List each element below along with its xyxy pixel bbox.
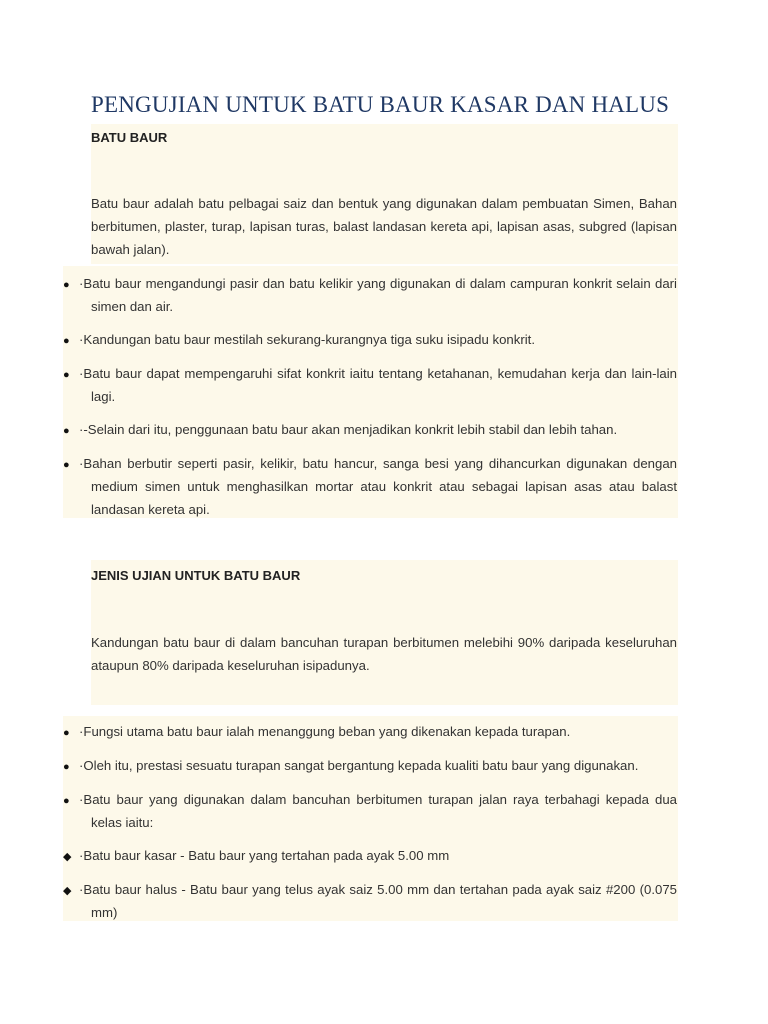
page-title: PENGUJIAN UNTUK BATU BAUR KASAR DAN HALUS	[91, 92, 670, 117]
list-item	[63, 452, 677, 521]
list-item	[63, 418, 677, 441]
list-item-text: ·Batu baur dapat mempengaruhi sifat konkrit iaitu tentang ketahanan, kemudahan kerja dan lain-lain lagi.	[79, 366, 677, 404]
bullet-marker: ●	[63, 425, 70, 437]
list-item	[63, 754, 677, 777]
list-item	[63, 788, 677, 834]
section-heading-batu-baur: BATU BAUR	[91, 130, 168, 145]
section2-paragraph: Kandungan batu baur di dalam bancuhan turapan berbitumen melebihi 90% daripada keseluruhan ataupun 80% daripada keseluruhan isipadunya.	[91, 635, 677, 673]
list-item-text: ·Oleh itu, prestasi sesuatu turapan sangat bergantung kepada kualiti batu baur yang digunakan.	[79, 758, 639, 773]
list-item	[63, 844, 677, 867]
list-item-text: ·Batu baur yang digunakan dalam bancuhan berbitumen turapan jalan raya terbahagi kepada dua kelas iaitu:	[79, 792, 677, 830]
list-item-text: ·Batu baur halus - Batu baur yang telus ayak saiz 5.00 mm dan tertahan pada ayak saiz #200 (0.075 mm)	[79, 882, 677, 920]
bullet-marker: ●	[63, 335, 70, 347]
bullet-marker: ●	[63, 279, 70, 291]
list-item	[63, 272, 677, 318]
bullet-marker: ●	[63, 795, 70, 807]
bullet-marker: ◆	[63, 851, 72, 863]
list-item-text: ·-Selain dari itu, penggunaan batu baur akan menjadikan konkrit lebih stabil dan lebih tahan.	[79, 422, 618, 437]
list-item-text: ·Kandungan batu baur mestilah sekurang-kurangnya tiga suku isipadu konkrit.	[79, 332, 535, 347]
bullet-marker: ●	[63, 369, 70, 381]
list-item	[63, 362, 677, 408]
list-item	[63, 328, 677, 351]
list-item-text: ·Batu baur mengandungi pasir dan batu kelikir yang digunakan di dalam campuran konkrit selain dari simen dan air.	[79, 276, 677, 314]
bullet-marker: ●	[63, 727, 70, 739]
list-item-text: ·Batu baur kasar - Batu baur yang tertahan pada ayak 5.00 mm	[79, 848, 450, 863]
list-item	[63, 878, 677, 924]
intro-paragraph: Batu baur adalah batu pelbagai saiz dan bentuk yang digunakan dalam pembuatan Simen, Bahan berbitumen, plaster, turap, lapisan turas, balast landasan kereta api, lapisan asas, subgred (lapisan bawah jalan).	[91, 196, 677, 257]
bullet-marker: ●	[63, 459, 70, 471]
list-item-text: ·Fungsi utama batu baur ialah menanggung beban yang dikenakan kepada turapan.	[79, 724, 571, 739]
list-item-text: ·Bahan berbutir seperti pasir, kelikir, batu hancur, sanga besi yang dihancurkan digunakan dengan medium simen untuk menghasilkan mortar atau konkrit atau sebagai lapisan asas atau balast landasan kereta api.	[79, 456, 677, 517]
section-heading-jenis-ujian: JENIS UJIAN UNTUK BATU BAUR	[91, 568, 301, 583]
bullet-marker: ●	[63, 761, 70, 773]
list-item	[63, 720, 677, 743]
bullet-marker: ◆	[63, 885, 72, 897]
